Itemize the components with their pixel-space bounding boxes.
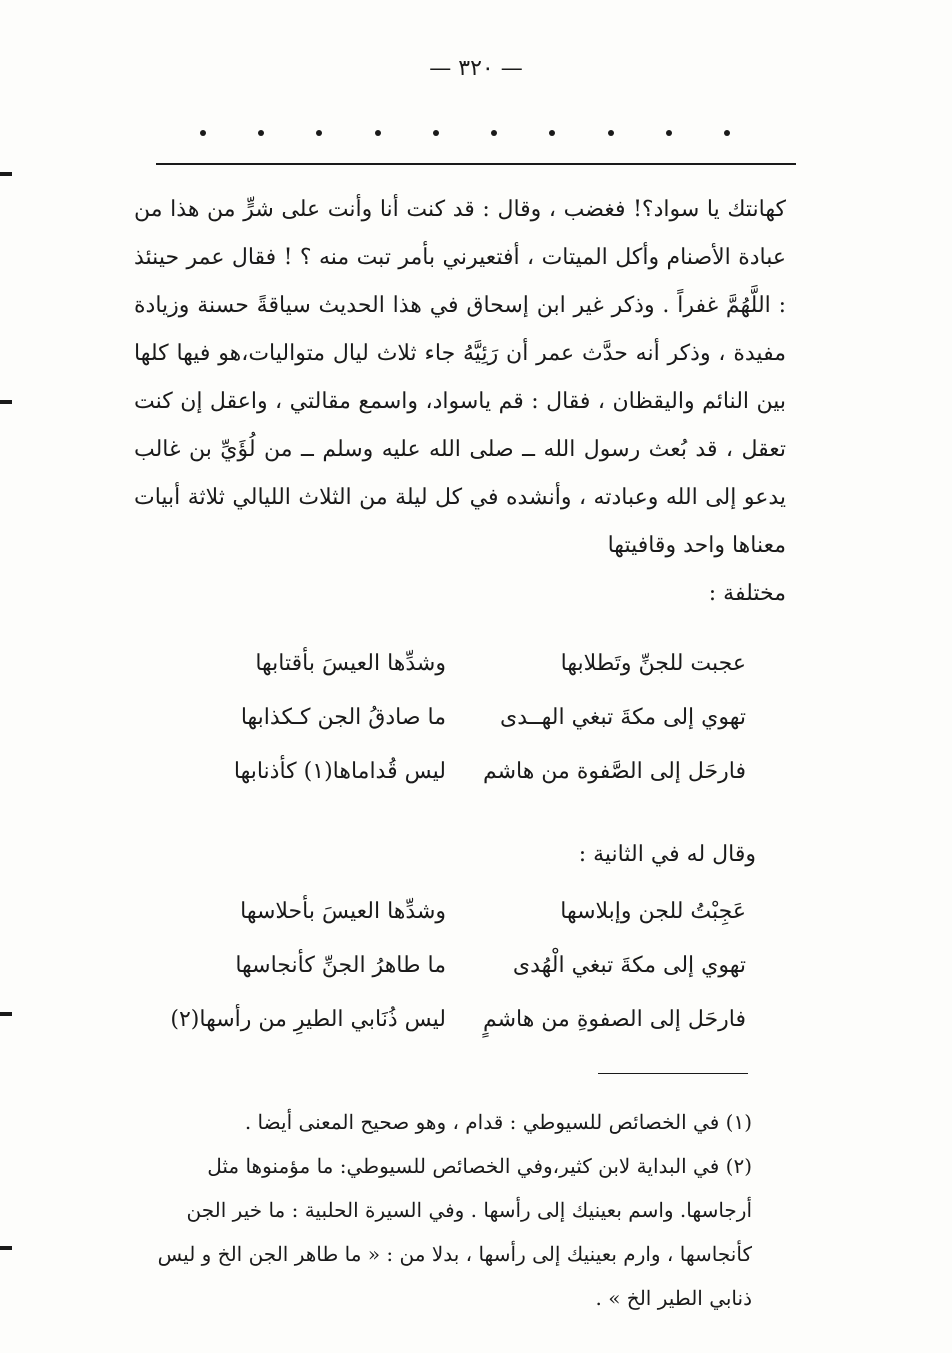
second-poem-intro: وقال له في الثانية : — [578, 842, 756, 867]
verse — [186, 744, 746, 798]
margin-mark — [0, 172, 12, 176]
ornament-dot — [491, 130, 497, 136]
verse — [186, 884, 746, 938]
poem-second-night — [170, 884, 746, 1046]
verse-first-half: عَجِبْتُ للجن وإبلاسها — [560, 898, 746, 924]
verse — [186, 636, 746, 690]
verse — [170, 992, 746, 1046]
footnote-1: (١) في الخصائص للسيوطي : قدام ، وهو صحيح المعنى أيضا . — [244, 1110, 752, 1134]
verse-first-half: تهوي إلى مكةَ تبغي الهــدى — [499, 704, 746, 730]
verse-second-half: ما طاهرُ الجنِّ كأنجاسها — [235, 952, 446, 978]
verse — [186, 938, 746, 992]
margin-mark — [0, 400, 12, 404]
poem-first-night — [186, 636, 746, 798]
ornament-dot — [258, 130, 264, 136]
ornament-dot — [316, 130, 322, 136]
footnotes — [134, 1100, 786, 1320]
verse-second-half: وشدِّها العيسَ بأحلاسها — [240, 898, 446, 924]
verse-second-half: ليس قُداماها(١) كأذنابها — [233, 758, 446, 784]
ornament-dot — [666, 130, 672, 136]
ornament-dot — [375, 130, 381, 136]
footnote-rule — [598, 1073, 748, 1074]
verse-first-half: عجبت للجنِّ وتَطلابها — [560, 650, 746, 676]
ornament-dot — [608, 130, 614, 136]
verse-second-half: ليس ذُنَابي الطيرِ من رأسها(٢) — [170, 1006, 446, 1032]
body-last-line: مختلفة : — [708, 581, 786, 606]
margin-mark — [0, 1246, 12, 1250]
verse-first-half: تهوي إلى مكةَ تبغي الْهُدى — [512, 952, 746, 978]
verse-second-half: ما صادقُ الجن كـكذابها — [240, 704, 446, 730]
margin-mark — [0, 1012, 12, 1016]
body-text — [134, 186, 786, 618]
footnote-2: (٢) في البداية لابن كثير،وفي الخصائص للسيوطي: ما مؤمنوها مثل أرجاسها. واسم بعينيك إلى رأسها . وفي السيرة الحلبية : ما خير الجن كأنجاسها ، وارم بعينيك إلى رأسها ، بدلا من : « ما طاهر الجن الخ و ليس ذنابي الطير الخ » . — [157, 1154, 752, 1310]
ornament-dots — [200, 130, 730, 136]
verse-first-half: فارحَل إلى الصفوةِ من هاشمٍ — [482, 1006, 746, 1032]
ornament-dot — [724, 130, 730, 136]
ornament-dot — [549, 130, 555, 136]
verse-second-half: وشدِّها العيسَ بأقتابها — [255, 650, 446, 676]
header-rule — [156, 163, 796, 165]
body-paragraph: كهانتك يا سواد؟! فغضب ، وقال : قد كنت أنا وأنت على شرٍّ من هذا من عبادة الأصنام وأكل الميتات ، أفتعيرني بأمر تبت منه ؟ ! فقال عمر حينئذ : اللَّهُمَّ غفراً . وذكر غير ابن إسحاق في هذا الحديث سياقةً حسنة وزيادة مفيدة ، وذكر أنه حدَّث عمر أن رَئِيَّهُ جاء ثلاث ليال متواليات،هو فيها كلها بين النائم واليقظان ، فقال : قم ياسواد، واسمع مقالتي ، واعقل إن كنت تعقل ، قد بُعث رسول الله ــ صلى الله عليه وسلم ــ من لُؤَيِّ بن غالب يدعو إلى الله وعبادته ، وأنشده في كل ليلة من الثلاث الليالي ثلاثة أبيات معناها واحد وقافيتها — [134, 197, 786, 558]
verse — [186, 690, 746, 744]
verse-first-half: فارحَل إلى الصَّفوة من هاشم — [482, 758, 746, 784]
ornament-dot — [200, 130, 206, 136]
ornament-dot — [433, 130, 439, 136]
page-number: — ٣٢٠ — — [429, 56, 523, 81]
